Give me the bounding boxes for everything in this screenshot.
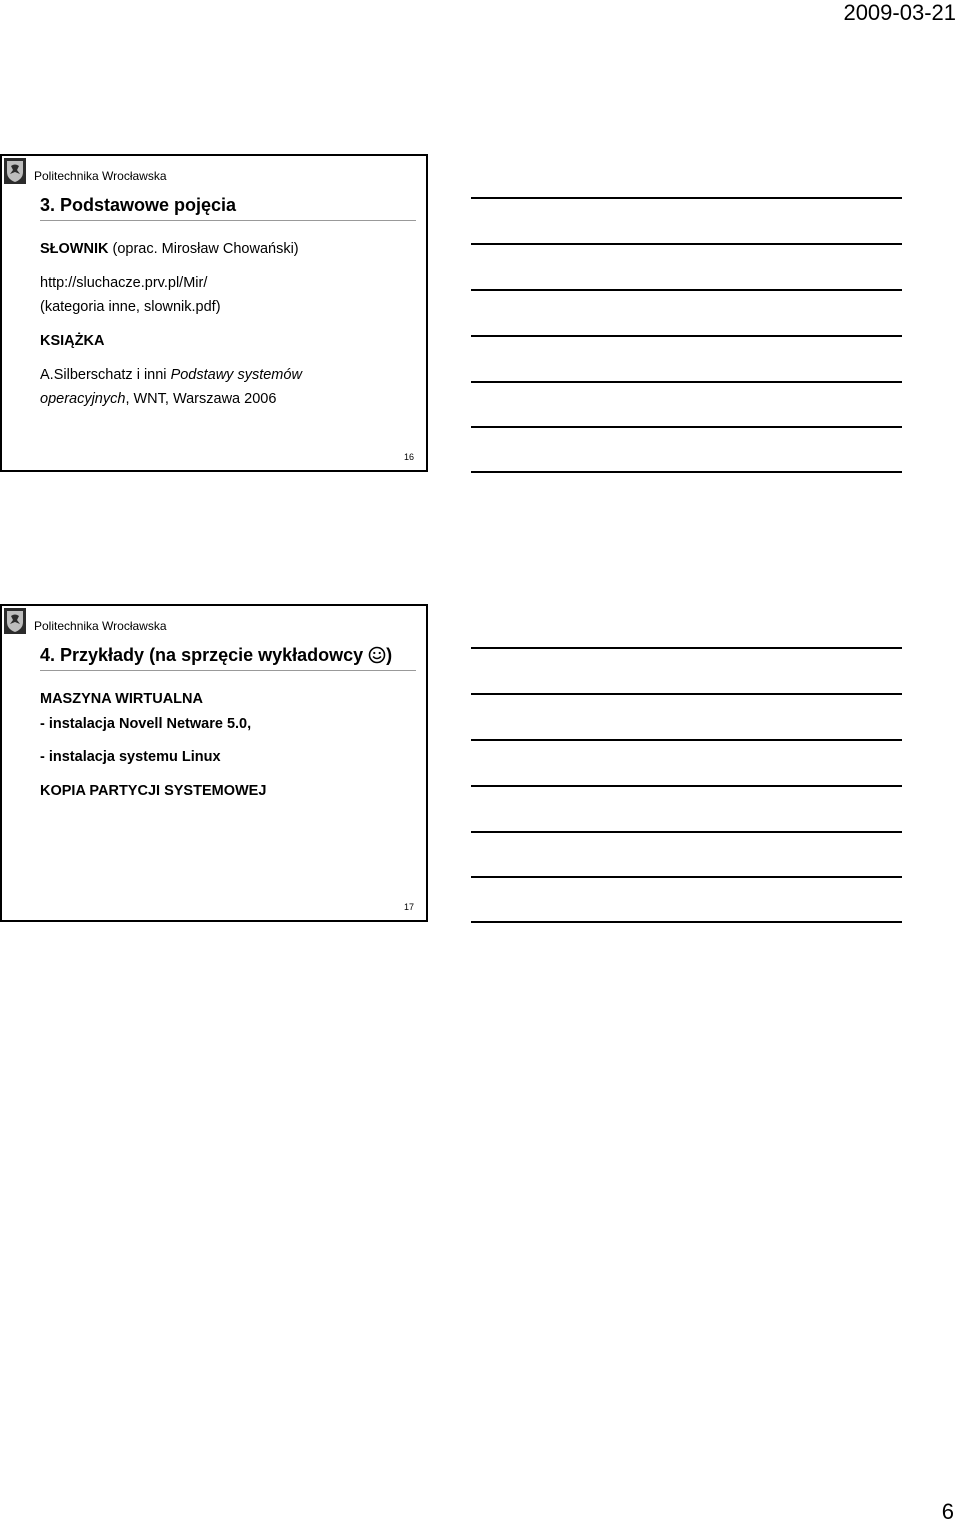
book-line-2 bbox=[40, 390, 276, 408]
dictionary-author: (oprac. Mirosław Chowański) bbox=[108, 241, 299, 257]
linux-install-item: - instalacja systemu Linux bbox=[40, 749, 221, 765]
slide-title-suffix: ) bbox=[386, 645, 393, 665]
note-line bbox=[471, 381, 902, 383]
slide-17 bbox=[0, 604, 428, 922]
category-line: (kategoria inne, slownik.pdf) bbox=[40, 299, 221, 315]
smiley-icon bbox=[368, 646, 386, 664]
university-crest-icon bbox=[4, 158, 26, 184]
slide-title: 3. Podstawowe pojęcia bbox=[40, 193, 416, 221]
school-name: Politechnika Wrocławska bbox=[34, 169, 167, 183]
book-line-1 bbox=[40, 366, 302, 384]
book-label: KSIĄŻKA bbox=[40, 333, 105, 349]
slide-number: 16 bbox=[403, 452, 414, 462]
slide-title-text: 4. Przykłady (na sprzęcie wykładowcy bbox=[40, 645, 369, 665]
note-line bbox=[471, 289, 902, 291]
slide-title bbox=[40, 643, 416, 671]
url-line: http://sluchacze.prv.pl/Mir/ bbox=[40, 275, 208, 291]
virtual-machine-heading: MASZYNA WIRTUALNA bbox=[40, 691, 203, 707]
note-line bbox=[471, 471, 902, 473]
note-line bbox=[471, 921, 902, 923]
slide-number: 17 bbox=[403, 902, 414, 912]
dictionary-line bbox=[40, 240, 299, 258]
dictionary-label: SŁOWNIK bbox=[40, 241, 109, 257]
note-line bbox=[471, 831, 902, 833]
partition-copy-heading: KOPIA PARTYCJI SYSTEMOWEJ bbox=[40, 783, 267, 799]
note-line bbox=[471, 785, 902, 787]
book-author: A.Silberschatz i inni bbox=[40, 367, 171, 383]
note-line bbox=[471, 426, 902, 428]
note-line bbox=[471, 335, 902, 337]
note-line bbox=[471, 243, 902, 245]
novell-install-item: - instalacja Novell Netware 5.0, bbox=[40, 716, 252, 732]
note-line bbox=[471, 647, 902, 649]
book-title-part1: Podstawy systemów bbox=[170, 367, 302, 383]
book-publisher: , WNT, Warszawa 2006 bbox=[125, 391, 277, 407]
note-line bbox=[471, 876, 902, 878]
book-title-part2: operacyjnych bbox=[40, 391, 126, 407]
note-line bbox=[471, 197, 902, 199]
university-crest-icon bbox=[4, 608, 26, 634]
page-number: 6 bbox=[941, 1499, 954, 1524]
school-name: Politechnika Wrocławska bbox=[34, 619, 167, 633]
note-line bbox=[471, 693, 902, 695]
slide-16 bbox=[0, 154, 428, 472]
note-line bbox=[471, 739, 902, 741]
page-date: 2009-03-21 bbox=[843, 0, 956, 25]
